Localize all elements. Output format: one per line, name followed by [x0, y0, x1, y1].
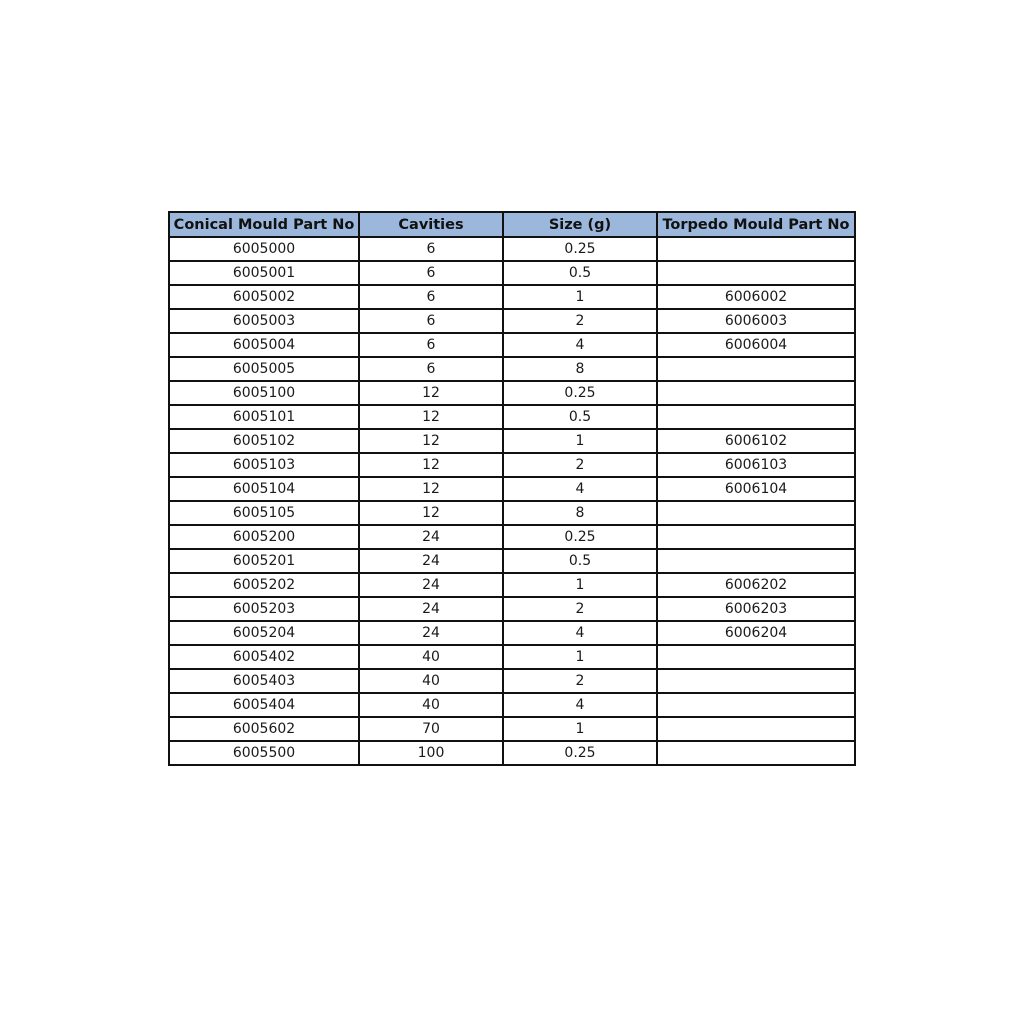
cell-cavities: 24 [359, 573, 503, 597]
cell-cavities: 40 [359, 645, 503, 669]
cell-torpedo-part-no: 6006002 [657, 285, 855, 309]
cell-cavities: 24 [359, 621, 503, 645]
cell-conical-part-no: 6005204 [169, 621, 359, 645]
table-row [169, 573, 855, 597]
cell-cavities: 12 [359, 405, 503, 429]
cell-torpedo-part-no: 6006004 [657, 333, 855, 357]
cell-conical-part-no: 6005500 [169, 741, 359, 765]
cell-conical-part-no: 6005202 [169, 573, 359, 597]
cell-size: 2 [503, 453, 657, 477]
cell-size: 1 [503, 429, 657, 453]
table-row [169, 501, 855, 525]
table-row [169, 453, 855, 477]
cell-torpedo-part-no [657, 669, 855, 693]
header-conical-mould-part-no: Conical Mould Part No [169, 212, 359, 237]
table-row [169, 669, 855, 693]
table-row [169, 429, 855, 453]
cell-conical-part-no: 6005103 [169, 453, 359, 477]
cell-conical-part-no: 6005102 [169, 429, 359, 453]
cell-conical-part-no: 6005404 [169, 693, 359, 717]
cell-size: 1 [503, 573, 657, 597]
table-row [169, 621, 855, 645]
cell-conical-part-no: 6005002 [169, 285, 359, 309]
table-row [169, 597, 855, 621]
cell-torpedo-part-no: 6006202 [657, 573, 855, 597]
cell-cavities: 6 [359, 237, 503, 261]
cell-conical-part-no: 6005402 [169, 645, 359, 669]
cell-torpedo-part-no [657, 381, 855, 405]
cell-torpedo-part-no [657, 717, 855, 741]
cell-size: 4 [503, 693, 657, 717]
cell-size: 0.25 [503, 741, 657, 765]
cell-cavities: 12 [359, 501, 503, 525]
cell-cavities: 6 [359, 261, 503, 285]
cell-cavities: 40 [359, 669, 503, 693]
cell-torpedo-part-no: 6006103 [657, 453, 855, 477]
cell-size: 4 [503, 621, 657, 645]
cell-size: 2 [503, 597, 657, 621]
header-size: Size (g) [503, 212, 657, 237]
cell-torpedo-part-no [657, 261, 855, 285]
cell-cavities: 40 [359, 693, 503, 717]
header-torpedo-mould-part-no: Torpedo Mould Part No [657, 212, 855, 237]
cell-size: 0.25 [503, 525, 657, 549]
table-row [169, 477, 855, 501]
cell-size: 0.5 [503, 261, 657, 285]
cell-cavities: 6 [359, 309, 503, 333]
cell-cavities: 12 [359, 429, 503, 453]
table-body [169, 237, 855, 765]
table-row [169, 261, 855, 285]
table-row [169, 645, 855, 669]
cell-size: 1 [503, 285, 657, 309]
cell-torpedo-part-no [657, 357, 855, 381]
cell-cavities: 12 [359, 477, 503, 501]
table-header [169, 212, 855, 237]
cell-torpedo-part-no: 6006203 [657, 597, 855, 621]
cell-torpedo-part-no [657, 525, 855, 549]
cell-conical-part-no: 6005004 [169, 333, 359, 357]
cell-torpedo-part-no [657, 237, 855, 261]
cell-conical-part-no: 6005201 [169, 549, 359, 573]
header-cavities: Cavities [359, 212, 503, 237]
cell-size: 1 [503, 645, 657, 669]
cell-size: 2 [503, 309, 657, 333]
table-row [169, 285, 855, 309]
cell-size: 2 [503, 669, 657, 693]
table-row [169, 381, 855, 405]
table-row [169, 333, 855, 357]
table-row [169, 309, 855, 333]
cell-cavities: 6 [359, 285, 503, 309]
cell-torpedo-part-no [657, 405, 855, 429]
mould-part-table [168, 211, 856, 766]
cell-torpedo-part-no: 6006204 [657, 621, 855, 645]
cell-conical-part-no: 6005003 [169, 309, 359, 333]
cell-torpedo-part-no [657, 693, 855, 717]
cell-cavities: 12 [359, 381, 503, 405]
cell-torpedo-part-no [657, 501, 855, 525]
cell-conical-part-no: 6005602 [169, 717, 359, 741]
cell-cavities: 24 [359, 549, 503, 573]
cell-conical-part-no: 6005203 [169, 597, 359, 621]
cell-torpedo-part-no: 6006102 [657, 429, 855, 453]
cell-conical-part-no: 6005100 [169, 381, 359, 405]
header-row [169, 212, 855, 237]
cell-size: 0.25 [503, 237, 657, 261]
cell-cavities: 70 [359, 717, 503, 741]
cell-torpedo-part-no: 6006003 [657, 309, 855, 333]
table-row [169, 693, 855, 717]
cell-cavities: 6 [359, 357, 503, 381]
cell-size: 4 [503, 333, 657, 357]
cell-conical-part-no: 6005001 [169, 261, 359, 285]
table-row [169, 237, 855, 261]
cell-cavities: 6 [359, 333, 503, 357]
cell-size: 1 [503, 717, 657, 741]
cell-torpedo-part-no: 6006104 [657, 477, 855, 501]
table-row [169, 741, 855, 765]
mould-table-container [168, 211, 856, 766]
cell-cavities: 100 [359, 741, 503, 765]
cell-size: 0.5 [503, 405, 657, 429]
cell-conical-part-no: 6005104 [169, 477, 359, 501]
cell-torpedo-part-no [657, 549, 855, 573]
cell-cavities: 24 [359, 525, 503, 549]
cell-size: 4 [503, 477, 657, 501]
table-row [169, 357, 855, 381]
cell-size: 8 [503, 357, 657, 381]
table-row [169, 549, 855, 573]
table-row [169, 405, 855, 429]
cell-conical-part-no: 6005005 [169, 357, 359, 381]
cell-cavities: 12 [359, 453, 503, 477]
cell-torpedo-part-no [657, 645, 855, 669]
cell-conical-part-no: 6005403 [169, 669, 359, 693]
cell-size: 0.5 [503, 549, 657, 573]
cell-conical-part-no: 6005000 [169, 237, 359, 261]
table-row [169, 525, 855, 549]
cell-size: 8 [503, 501, 657, 525]
table-row [169, 717, 855, 741]
cell-torpedo-part-no [657, 741, 855, 765]
cell-cavities: 24 [359, 597, 503, 621]
cell-conical-part-no: 6005101 [169, 405, 359, 429]
cell-conical-part-no: 6005105 [169, 501, 359, 525]
cell-size: 0.25 [503, 381, 657, 405]
cell-conical-part-no: 6005200 [169, 525, 359, 549]
